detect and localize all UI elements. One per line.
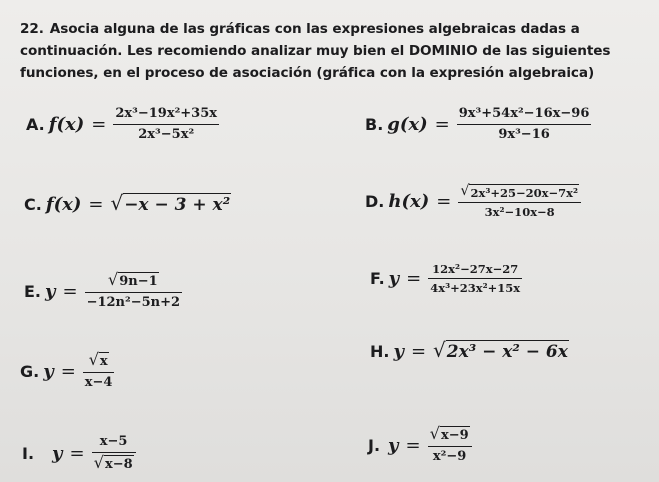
denominator: x²−9	[432, 449, 467, 464]
fraction	[457, 106, 592, 143]
radical-sign: √	[107, 270, 119, 289]
expression-g	[20, 352, 114, 391]
problem-text: Asocia alguna de las gráficas con las expresiones algebraicas dadas a continuación. Les recomiendo analizar muy bien el DOMINIO de las siguientes funciones, en el proceso de asociación (gráfica con la expresión algebraica)	[20, 21, 611, 81]
radical-sign: √	[429, 424, 440, 443]
item-letter: J.	[368, 436, 381, 455]
square-root	[433, 340, 569, 362]
expression-f	[370, 262, 522, 295]
problem-statement	[20, 18, 652, 84]
numerator-root	[458, 184, 581, 200]
fraction	[428, 426, 472, 465]
radicand: 2x³+25−20x−7x²	[470, 186, 579, 200]
denominator-root	[92, 455, 136, 473]
denominator: 4x³+23x²+15x	[430, 281, 521, 295]
equals-sign: =	[434, 114, 450, 135]
equals-sign: =	[405, 435, 421, 456]
radicand: x−8	[104, 457, 133, 472]
function-name: g(x)	[387, 114, 428, 135]
numerator: 2x³−19x²+35x	[115, 106, 218, 121]
item-letter: C.	[24, 194, 42, 214]
function-name: f(x)	[45, 193, 82, 215]
expression-h	[370, 340, 569, 362]
numerator: x−5	[99, 434, 128, 449]
fraction-bar	[428, 278, 522, 279]
equals-sign: =	[88, 193, 104, 215]
fraction-bar	[85, 292, 182, 293]
expression-d	[365, 184, 581, 219]
radical-sign: √	[460, 183, 470, 199]
item-letter: D.	[365, 192, 385, 211]
denominator: 3x²−10x−8	[484, 205, 555, 219]
fraction	[85, 272, 182, 311]
fraction-bar	[428, 446, 472, 447]
fraction-bar	[458, 202, 581, 203]
function-name: f(x)	[48, 114, 85, 135]
item-letter: G.	[20, 362, 40, 381]
equals-sign: =	[91, 114, 107, 135]
fraction-bar	[457, 124, 592, 125]
equals-sign: =	[69, 443, 85, 464]
function-name: y	[393, 340, 404, 362]
radical-sign: √	[93, 453, 104, 472]
function-name: y	[388, 268, 400, 289]
radicand: x	[99, 354, 108, 369]
denominator: 2x³−5x²	[138, 127, 195, 142]
equals-sign: =	[60, 361, 76, 382]
fraction	[113, 106, 219, 143]
numerator: 9x³+54x²−16x−96	[458, 106, 590, 121]
expression-c	[24, 193, 231, 215]
radicand: −x − 3 + x²	[124, 195, 231, 215]
square-root	[110, 193, 231, 215]
numerator-root	[428, 426, 472, 444]
numerator-root	[106, 272, 161, 290]
expression-i	[22, 434, 136, 473]
denominator: x−4	[84, 375, 113, 390]
item-letter: A.	[26, 115, 45, 134]
numerator: 12x²−27x−27	[432, 262, 519, 276]
problem-number: 22.	[20, 21, 44, 37]
function-name: y	[43, 361, 54, 382]
function-name: y	[45, 281, 56, 302]
fraction	[83, 352, 115, 391]
expression-e	[24, 272, 182, 311]
fraction	[92, 434, 136, 473]
radicand: 2x³ − x² − 6x	[446, 342, 568, 362]
item-letter: H.	[370, 341, 390, 361]
item-letter: I.	[22, 444, 35, 463]
radical-sign: √	[433, 338, 446, 362]
function-name: y	[52, 443, 63, 464]
expression-j	[368, 426, 472, 465]
fraction-bar	[83, 372, 115, 373]
item-letter: E.	[24, 282, 42, 301]
radical-sign: √	[88, 350, 99, 369]
radicand: x−9	[440, 428, 469, 443]
equals-sign: =	[410, 340, 427, 362]
denominator: 9x³−16	[498, 127, 550, 142]
denominator: −12n²−5n+2	[86, 295, 181, 310]
numerator-root	[87, 352, 111, 370]
fraction	[458, 184, 581, 219]
item-letter: B.	[365, 115, 384, 134]
function-name: y	[388, 435, 399, 456]
radical-sign: √	[110, 191, 124, 215]
expression-b	[365, 106, 591, 143]
radicand: 9n−1	[119, 274, 158, 289]
item-letter: F.	[370, 269, 385, 288]
fraction	[428, 262, 522, 295]
equals-sign: =	[406, 268, 422, 289]
function-name: h(x)	[388, 191, 430, 212]
expression-a	[26, 106, 219, 143]
equals-sign: =	[436, 191, 452, 212]
equals-sign: =	[62, 281, 78, 302]
fraction-bar	[113, 124, 219, 125]
